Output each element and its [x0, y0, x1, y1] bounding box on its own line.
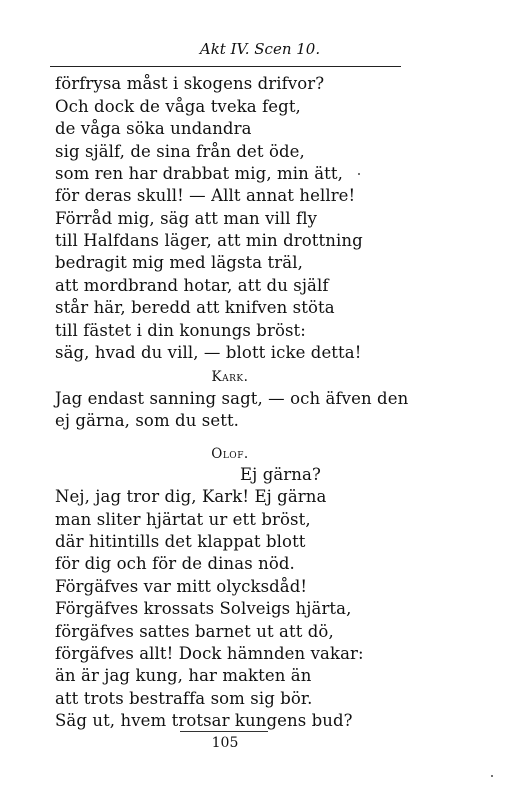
- verse-line: Förgäfves var mitt olycksdåd!: [55, 577, 308, 596]
- speaker-name-kark: Kark.: [211, 369, 249, 385]
- verse-line: Ej gärna?: [240, 465, 321, 484]
- running-header: Akt IV. Scen 10.: [199, 40, 321, 58]
- verse-line: än är jag kung, har makten än: [55, 666, 312, 685]
- speaker-name-olof: Olof.: [211, 446, 249, 462]
- verse-line: att mordbrand hotar, att du själf: [55, 276, 329, 295]
- header-rule: [50, 66, 401, 67]
- verse-line: till Halfdans läger, att min drottning: [55, 231, 363, 250]
- verse-line: som ren har drabbat mig, min ätt,: [55, 164, 343, 183]
- verse-line: bedragit mig med lägsta träl,: [55, 253, 303, 272]
- verse-line: säg, hvad du vill, — blott icke detta!: [55, 343, 362, 362]
- verse-line: för deras skull! — Allt annat hellre!: [55, 186, 356, 205]
- verse-line: sig själf, de sina från det öde,: [55, 142, 305, 161]
- print-speck: [358, 173, 360, 175]
- verse-line: Säg ut, hvem trotsar kungens bud?: [55, 711, 353, 730]
- verse-line: man sliter hjärtat ur ett bröst,: [55, 510, 311, 529]
- footer-rule: [180, 731, 268, 732]
- verse-line: ej gärna, som du sett.: [55, 411, 240, 430]
- verse-line: förfrysa måst i skogens drifvor?: [55, 74, 325, 93]
- verse-line: där hitintills det klappat blott: [55, 532, 306, 551]
- verse-line: står här, beredd att knifven stöta: [55, 298, 335, 317]
- verse-line: Och dock de våga tveka fegt,: [55, 97, 301, 116]
- verse-line: Förråd mig, säg att man vill fly: [55, 209, 317, 228]
- verse-line: för dig och för de dinas nöd.: [55, 554, 295, 573]
- page-number: 105: [211, 735, 239, 751]
- verse-line: till fästet i din konungs bröst:: [55, 321, 306, 340]
- verse-line: förgäfves allt! Dock hämnden vakar:: [55, 644, 364, 663]
- verse-line: att trots bestraffa som sig bör.: [55, 689, 313, 708]
- verse-line: Jag endast sanning sagt, — och äfven den: [55, 389, 409, 408]
- verse-line: Förgäfves krossats Solveigs hjärta,: [55, 599, 352, 618]
- verse-line: de våga söka undandra: [55, 119, 252, 138]
- verse-line: Nej, jag tror dig, Kark! Ej gärna: [55, 487, 327, 506]
- verse-line: förgäfves sattes barnet ut att dö,: [55, 622, 334, 641]
- print-speck: [491, 775, 493, 777]
